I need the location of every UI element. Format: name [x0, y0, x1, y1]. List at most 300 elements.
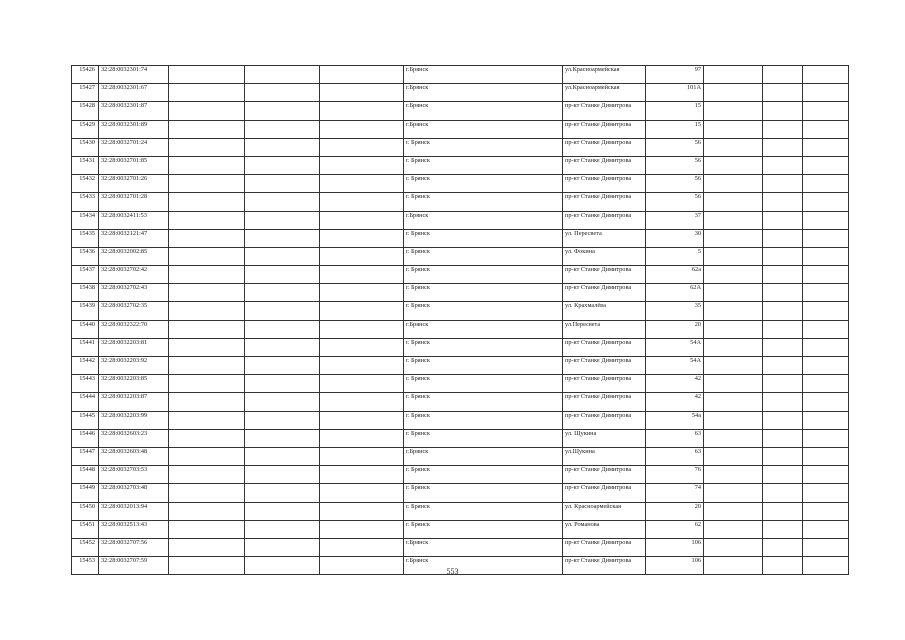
city-cell: г. Брянск — [404, 193, 563, 211]
empty-cell — [245, 484, 320, 502]
empty-cell — [245, 156, 320, 174]
street-cell: ул. Пересвета — [563, 229, 646, 247]
empty-cell — [763, 393, 803, 411]
row-number: 15436 — [72, 247, 99, 265]
city-cell: г. Брянск — [404, 375, 563, 393]
cadastral-number: 32:28:0032301:74 — [99, 66, 169, 84]
empty-cell — [320, 193, 404, 211]
empty-cell — [803, 484, 849, 502]
empty-cell — [803, 357, 849, 375]
cadastral-number: 32:28:0032301:89 — [99, 120, 169, 138]
street-cell: ул.Красноармейская — [563, 66, 646, 84]
empty-cell — [320, 338, 404, 356]
city-cell: г.Брянск — [404, 120, 563, 138]
street-cell: пр-кт Станке Димитрова — [563, 120, 646, 138]
empty-cell — [763, 84, 803, 102]
empty-cell — [704, 102, 763, 120]
cadastral-number: 32:28:0032703:48 — [99, 484, 169, 502]
table-row — [72, 357, 849, 375]
empty-cell — [763, 447, 803, 465]
empty-cell — [803, 429, 849, 447]
empty-cell — [763, 175, 803, 193]
empty-cell — [763, 411, 803, 429]
table-row — [72, 84, 849, 102]
cadastral-number: 32:28:0032002:85 — [99, 247, 169, 265]
empty-cell — [245, 429, 320, 447]
registry-table — [71, 65, 849, 575]
street-cell: ул. Красноармейская — [563, 502, 646, 520]
street-cell: пр-кт Станке Димитрова — [563, 284, 646, 302]
empty-cell — [803, 120, 849, 138]
empty-cell — [320, 393, 404, 411]
empty-cell — [803, 211, 849, 229]
table-row — [72, 266, 849, 284]
empty-cell — [763, 211, 803, 229]
empty-cell — [704, 138, 763, 156]
empty-cell — [704, 411, 763, 429]
street-cell: пр-кт Станке Димитрова — [563, 266, 646, 284]
street-cell: пр-кт Станке Димитрова — [563, 538, 646, 556]
table-row — [72, 66, 849, 84]
house-number: 35 — [646, 302, 704, 320]
empty-cell — [803, 138, 849, 156]
city-cell: г. Брянск — [404, 266, 563, 284]
house-number: 30 — [646, 229, 704, 247]
empty-cell — [245, 229, 320, 247]
street-cell: пр-кт Станке Димитрова — [563, 211, 646, 229]
street-cell: пр-кт Станке Димитрова — [563, 156, 646, 174]
empty-cell — [763, 357, 803, 375]
row-number: 15451 — [72, 520, 99, 538]
row-number: 15430 — [72, 138, 99, 156]
street-cell: пр-кт Станке Димитрова — [563, 138, 646, 156]
table-row — [72, 520, 849, 538]
city-cell: г. Брянск — [404, 138, 563, 156]
empty-cell — [704, 193, 763, 211]
empty-cell — [803, 302, 849, 320]
empty-cell — [320, 102, 404, 120]
empty-cell — [763, 520, 803, 538]
city-cell: г. Брянск — [404, 338, 563, 356]
house-number: 56 — [646, 138, 704, 156]
empty-cell — [169, 302, 245, 320]
empty-cell — [763, 193, 803, 211]
empty-cell — [169, 375, 245, 393]
empty-cell — [245, 193, 320, 211]
house-number: 76 — [646, 466, 704, 484]
empty-cell — [763, 66, 803, 84]
empty-cell — [245, 447, 320, 465]
street-cell: пр-кт Станке Димитрова — [563, 338, 646, 356]
empty-cell — [320, 357, 404, 375]
row-number: 15439 — [72, 302, 99, 320]
city-cell: г. Брянск — [404, 429, 563, 447]
city-cell: г. Брянск — [404, 247, 563, 265]
empty-cell — [763, 484, 803, 502]
house-number: 62А — [646, 284, 704, 302]
city-cell: г. Брянск — [404, 175, 563, 193]
street-cell: пр-кт Станке Димитрова — [563, 557, 646, 575]
house-number: 56 — [646, 175, 704, 193]
cadastral-number: 32:28:0032702:42 — [99, 266, 169, 284]
empty-cell — [169, 284, 245, 302]
cadastral-number: 32:28:0032707:56 — [99, 538, 169, 556]
table-row — [72, 447, 849, 465]
city-cell: г. Брянск — [404, 393, 563, 411]
table-row — [72, 320, 849, 338]
empty-cell — [169, 229, 245, 247]
street-cell: ул. Крахмалёва — [563, 302, 646, 320]
table-row — [72, 211, 849, 229]
empty-cell — [320, 302, 404, 320]
empty-cell — [803, 411, 849, 429]
house-number: 106 — [646, 557, 704, 575]
empty-cell — [169, 266, 245, 284]
empty-cell — [320, 175, 404, 193]
house-number: 56 — [646, 193, 704, 211]
empty-cell — [169, 156, 245, 174]
row-number: 15427 — [72, 84, 99, 102]
city-cell: г. Брянск — [404, 156, 563, 174]
empty-cell — [704, 266, 763, 284]
registry-sheet — [71, 65, 849, 575]
table-row — [72, 393, 849, 411]
city-cell: г.Брянск — [404, 538, 563, 556]
cadastral-number: 32:28:0032121:47 — [99, 229, 169, 247]
empty-cell — [245, 338, 320, 356]
city-cell: г. Брянск — [404, 357, 563, 375]
empty-cell — [169, 102, 245, 120]
street-cell: пр-кт Станке Димитрова — [563, 175, 646, 193]
empty-cell — [320, 429, 404, 447]
row-number: 15435 — [72, 229, 99, 247]
row-number: 15448 — [72, 466, 99, 484]
row-number: 15432 — [72, 175, 99, 193]
row-number: 15438 — [72, 284, 99, 302]
street-cell: ул.Красноармейская — [563, 84, 646, 102]
empty-cell — [169, 393, 245, 411]
empty-cell — [320, 266, 404, 284]
empty-cell — [704, 302, 763, 320]
house-number: 62а — [646, 266, 704, 284]
table-row — [72, 375, 849, 393]
empty-cell — [704, 229, 763, 247]
table-row — [72, 502, 849, 520]
empty-cell — [245, 102, 320, 120]
cadastral-number: 32:28:0032701:85 — [99, 156, 169, 174]
cadastral-number: 32:28:0032701:24 — [99, 138, 169, 156]
empty-cell — [245, 302, 320, 320]
street-cell: пр-кт Станке Димитрова — [563, 375, 646, 393]
table-row — [72, 229, 849, 247]
cadastral-number: 32:28:0032411:53 — [99, 211, 169, 229]
empty-cell — [763, 466, 803, 484]
empty-cell — [704, 284, 763, 302]
empty-cell — [169, 502, 245, 520]
table-row — [72, 138, 849, 156]
table-row — [72, 466, 849, 484]
cadastral-number: 32:28:0032703:53 — [99, 466, 169, 484]
empty-cell — [763, 120, 803, 138]
empty-cell — [763, 429, 803, 447]
empty-cell — [803, 502, 849, 520]
empty-cell — [169, 338, 245, 356]
empty-cell — [169, 538, 245, 556]
street-cell: ул.Пересвета — [563, 320, 646, 338]
city-cell: г.Брянск — [404, 447, 563, 465]
city-cell: г. Брянск — [404, 484, 563, 502]
row-number: 15428 — [72, 102, 99, 120]
empty-cell — [763, 138, 803, 156]
empty-cell — [245, 320, 320, 338]
cadastral-number: 32:28:0032513:43 — [99, 520, 169, 538]
row-number: 15429 — [72, 120, 99, 138]
house-number: 63 — [646, 429, 704, 447]
house-number: 42 — [646, 393, 704, 411]
empty-cell — [763, 502, 803, 520]
city-cell: г.Брянск — [404, 102, 563, 120]
empty-cell — [320, 284, 404, 302]
table-body — [72, 66, 849, 575]
city-cell: г.Брянск — [404, 320, 563, 338]
empty-cell — [169, 429, 245, 447]
empty-cell — [169, 520, 245, 538]
row-number: 15445 — [72, 411, 99, 429]
row-number: 15441 — [72, 338, 99, 356]
house-number: 54А — [646, 338, 704, 356]
row-number: 15437 — [72, 266, 99, 284]
city-cell: г.Брянск — [404, 84, 563, 102]
empty-cell — [704, 320, 763, 338]
empty-cell — [763, 247, 803, 265]
empty-cell — [169, 66, 245, 84]
empty-cell — [803, 266, 849, 284]
empty-cell — [320, 84, 404, 102]
street-cell: пр-кт Станке Димитрова — [563, 411, 646, 429]
table-row — [72, 302, 849, 320]
empty-cell — [704, 502, 763, 520]
table-row — [72, 193, 849, 211]
cadastral-number: 32:28:0032203:92 — [99, 357, 169, 375]
street-cell: пр-кт Станке Димитрова — [563, 357, 646, 375]
empty-cell — [245, 66, 320, 84]
row-number: 15453 — [72, 557, 99, 575]
empty-cell — [704, 375, 763, 393]
empty-cell — [803, 175, 849, 193]
empty-cell — [803, 466, 849, 484]
empty-cell — [803, 338, 849, 356]
house-number: 106 — [646, 538, 704, 556]
empty-cell — [763, 338, 803, 356]
row-number: 15450 — [72, 502, 99, 520]
street-cell: пр-кт Станке Димитрова — [563, 484, 646, 502]
street-cell: ул. Романова — [563, 520, 646, 538]
cadastral-number: 32:28:0032203:99 — [99, 411, 169, 429]
street-cell: пр-кт Станке Димитрова — [563, 393, 646, 411]
house-number: 54А — [646, 357, 704, 375]
empty-cell — [169, 466, 245, 484]
table-row — [72, 411, 849, 429]
cadastral-number: 32:28:0032203:81 — [99, 338, 169, 356]
empty-cell — [320, 375, 404, 393]
empty-cell — [245, 266, 320, 284]
empty-cell — [763, 156, 803, 174]
empty-cell — [704, 175, 763, 193]
city-cell: г.Брянск — [404, 211, 563, 229]
empty-cell — [704, 538, 763, 556]
empty-cell — [320, 466, 404, 484]
cadastral-number: 32:28:0032702:35 — [99, 302, 169, 320]
empty-cell — [245, 120, 320, 138]
empty-cell — [704, 447, 763, 465]
empty-cell — [704, 520, 763, 538]
house-number: 54а — [646, 411, 704, 429]
empty-cell — [169, 138, 245, 156]
empty-cell — [704, 484, 763, 502]
empty-cell — [763, 284, 803, 302]
empty-cell — [704, 393, 763, 411]
table-row — [72, 484, 849, 502]
empty-cell — [169, 175, 245, 193]
row-number: 15444 — [72, 393, 99, 411]
table-row — [72, 429, 849, 447]
table-row — [72, 175, 849, 193]
empty-cell — [320, 120, 404, 138]
street-cell: пр-кт Станке Димитрова — [563, 102, 646, 120]
cadastral-number: 32:28:0032603:48 — [99, 447, 169, 465]
cadastral-number: 32:28:0032203:87 — [99, 393, 169, 411]
empty-cell — [763, 229, 803, 247]
empty-cell — [169, 320, 245, 338]
cadastral-number: 32:28:0032322:70 — [99, 320, 169, 338]
empty-cell — [245, 247, 320, 265]
empty-cell — [245, 411, 320, 429]
empty-cell — [704, 247, 763, 265]
empty-cell — [320, 138, 404, 156]
house-number: 63 — [646, 447, 704, 465]
empty-cell — [704, 84, 763, 102]
city-cell: г. Брянск — [404, 302, 563, 320]
empty-cell — [320, 229, 404, 247]
cadastral-number: 32:28:0032707:59 — [99, 557, 169, 575]
empty-cell — [169, 120, 245, 138]
empty-cell — [704, 120, 763, 138]
city-cell: г. Брянск — [404, 229, 563, 247]
empty-cell — [763, 320, 803, 338]
empty-cell — [704, 156, 763, 174]
row-number: 15449 — [72, 484, 99, 502]
cadastral-number: 32:28:0032603:23 — [99, 429, 169, 447]
empty-cell — [704, 429, 763, 447]
house-number: 15 — [646, 102, 704, 120]
empty-cell — [803, 102, 849, 120]
house-number: 42 — [646, 375, 704, 393]
empty-cell — [763, 375, 803, 393]
empty-cell — [320, 156, 404, 174]
city-cell: г. Брянск — [404, 284, 563, 302]
empty-cell — [245, 466, 320, 484]
empty-cell — [320, 520, 404, 538]
empty-cell — [169, 84, 245, 102]
house-number: 97 — [646, 66, 704, 84]
street-cell: пр-кт Станке Димитрова — [563, 466, 646, 484]
table-row — [72, 156, 849, 174]
empty-cell — [803, 538, 849, 556]
empty-cell — [763, 266, 803, 284]
street-cell: ул. Фокина — [563, 247, 646, 265]
empty-cell — [320, 320, 404, 338]
cadastral-number: 32:28:0032702:43 — [99, 284, 169, 302]
empty-cell — [320, 447, 404, 465]
row-number: 15446 — [72, 429, 99, 447]
row-number: 15433 — [72, 193, 99, 211]
empty-cell — [763, 302, 803, 320]
row-number: 15452 — [72, 538, 99, 556]
page-number: 553 — [446, 567, 459, 576]
street-cell: ул. Щукина — [563, 429, 646, 447]
empty-cell — [320, 211, 404, 229]
empty-cell — [169, 484, 245, 502]
row-number: 15426 — [72, 66, 99, 84]
empty-cell — [245, 502, 320, 520]
empty-cell — [803, 284, 849, 302]
empty-cell — [169, 211, 245, 229]
table-row — [72, 102, 849, 120]
table-row — [72, 247, 849, 265]
empty-cell — [704, 66, 763, 84]
cadastral-number: 32:28:0032301:87 — [99, 102, 169, 120]
empty-cell — [704, 211, 763, 229]
row-number: 15442 — [72, 357, 99, 375]
empty-cell — [803, 229, 849, 247]
empty-cell — [169, 447, 245, 465]
empty-cell — [763, 538, 803, 556]
house-number: 20 — [646, 502, 704, 520]
table-row — [72, 538, 849, 556]
empty-cell — [704, 466, 763, 484]
empty-cell — [245, 357, 320, 375]
empty-cell — [763, 102, 803, 120]
cadastral-number: 32:28:0032701:26 — [99, 175, 169, 193]
empty-cell — [803, 247, 849, 265]
empty-cell — [803, 520, 849, 538]
empty-cell — [320, 484, 404, 502]
city-cell: г. Брянск — [404, 411, 563, 429]
empty-cell — [245, 84, 320, 102]
cadastral-number: 32:28:0032301:67 — [99, 84, 169, 102]
city-cell: г. Брянск — [404, 466, 563, 484]
table-row — [72, 120, 849, 138]
house-number: 56 — [646, 156, 704, 174]
house-number: 5 — [646, 247, 704, 265]
row-number: 15434 — [72, 211, 99, 229]
cadastral-number: 32:28:0032013:94 — [99, 502, 169, 520]
empty-cell — [803, 393, 849, 411]
street-cell: ул.Щукина — [563, 447, 646, 465]
empty-cell — [245, 284, 320, 302]
city-cell: г.Брянск — [404, 66, 563, 84]
empty-cell — [803, 193, 849, 211]
row-number: 15431 — [72, 156, 99, 174]
empty-cell — [803, 320, 849, 338]
empty-cell — [245, 393, 320, 411]
house-number: 37 — [646, 211, 704, 229]
row-number: 15440 — [72, 320, 99, 338]
city-cell: г. Брянск — [404, 520, 563, 538]
empty-cell — [704, 338, 763, 356]
empty-cell — [803, 375, 849, 393]
house-number: 20 — [646, 320, 704, 338]
